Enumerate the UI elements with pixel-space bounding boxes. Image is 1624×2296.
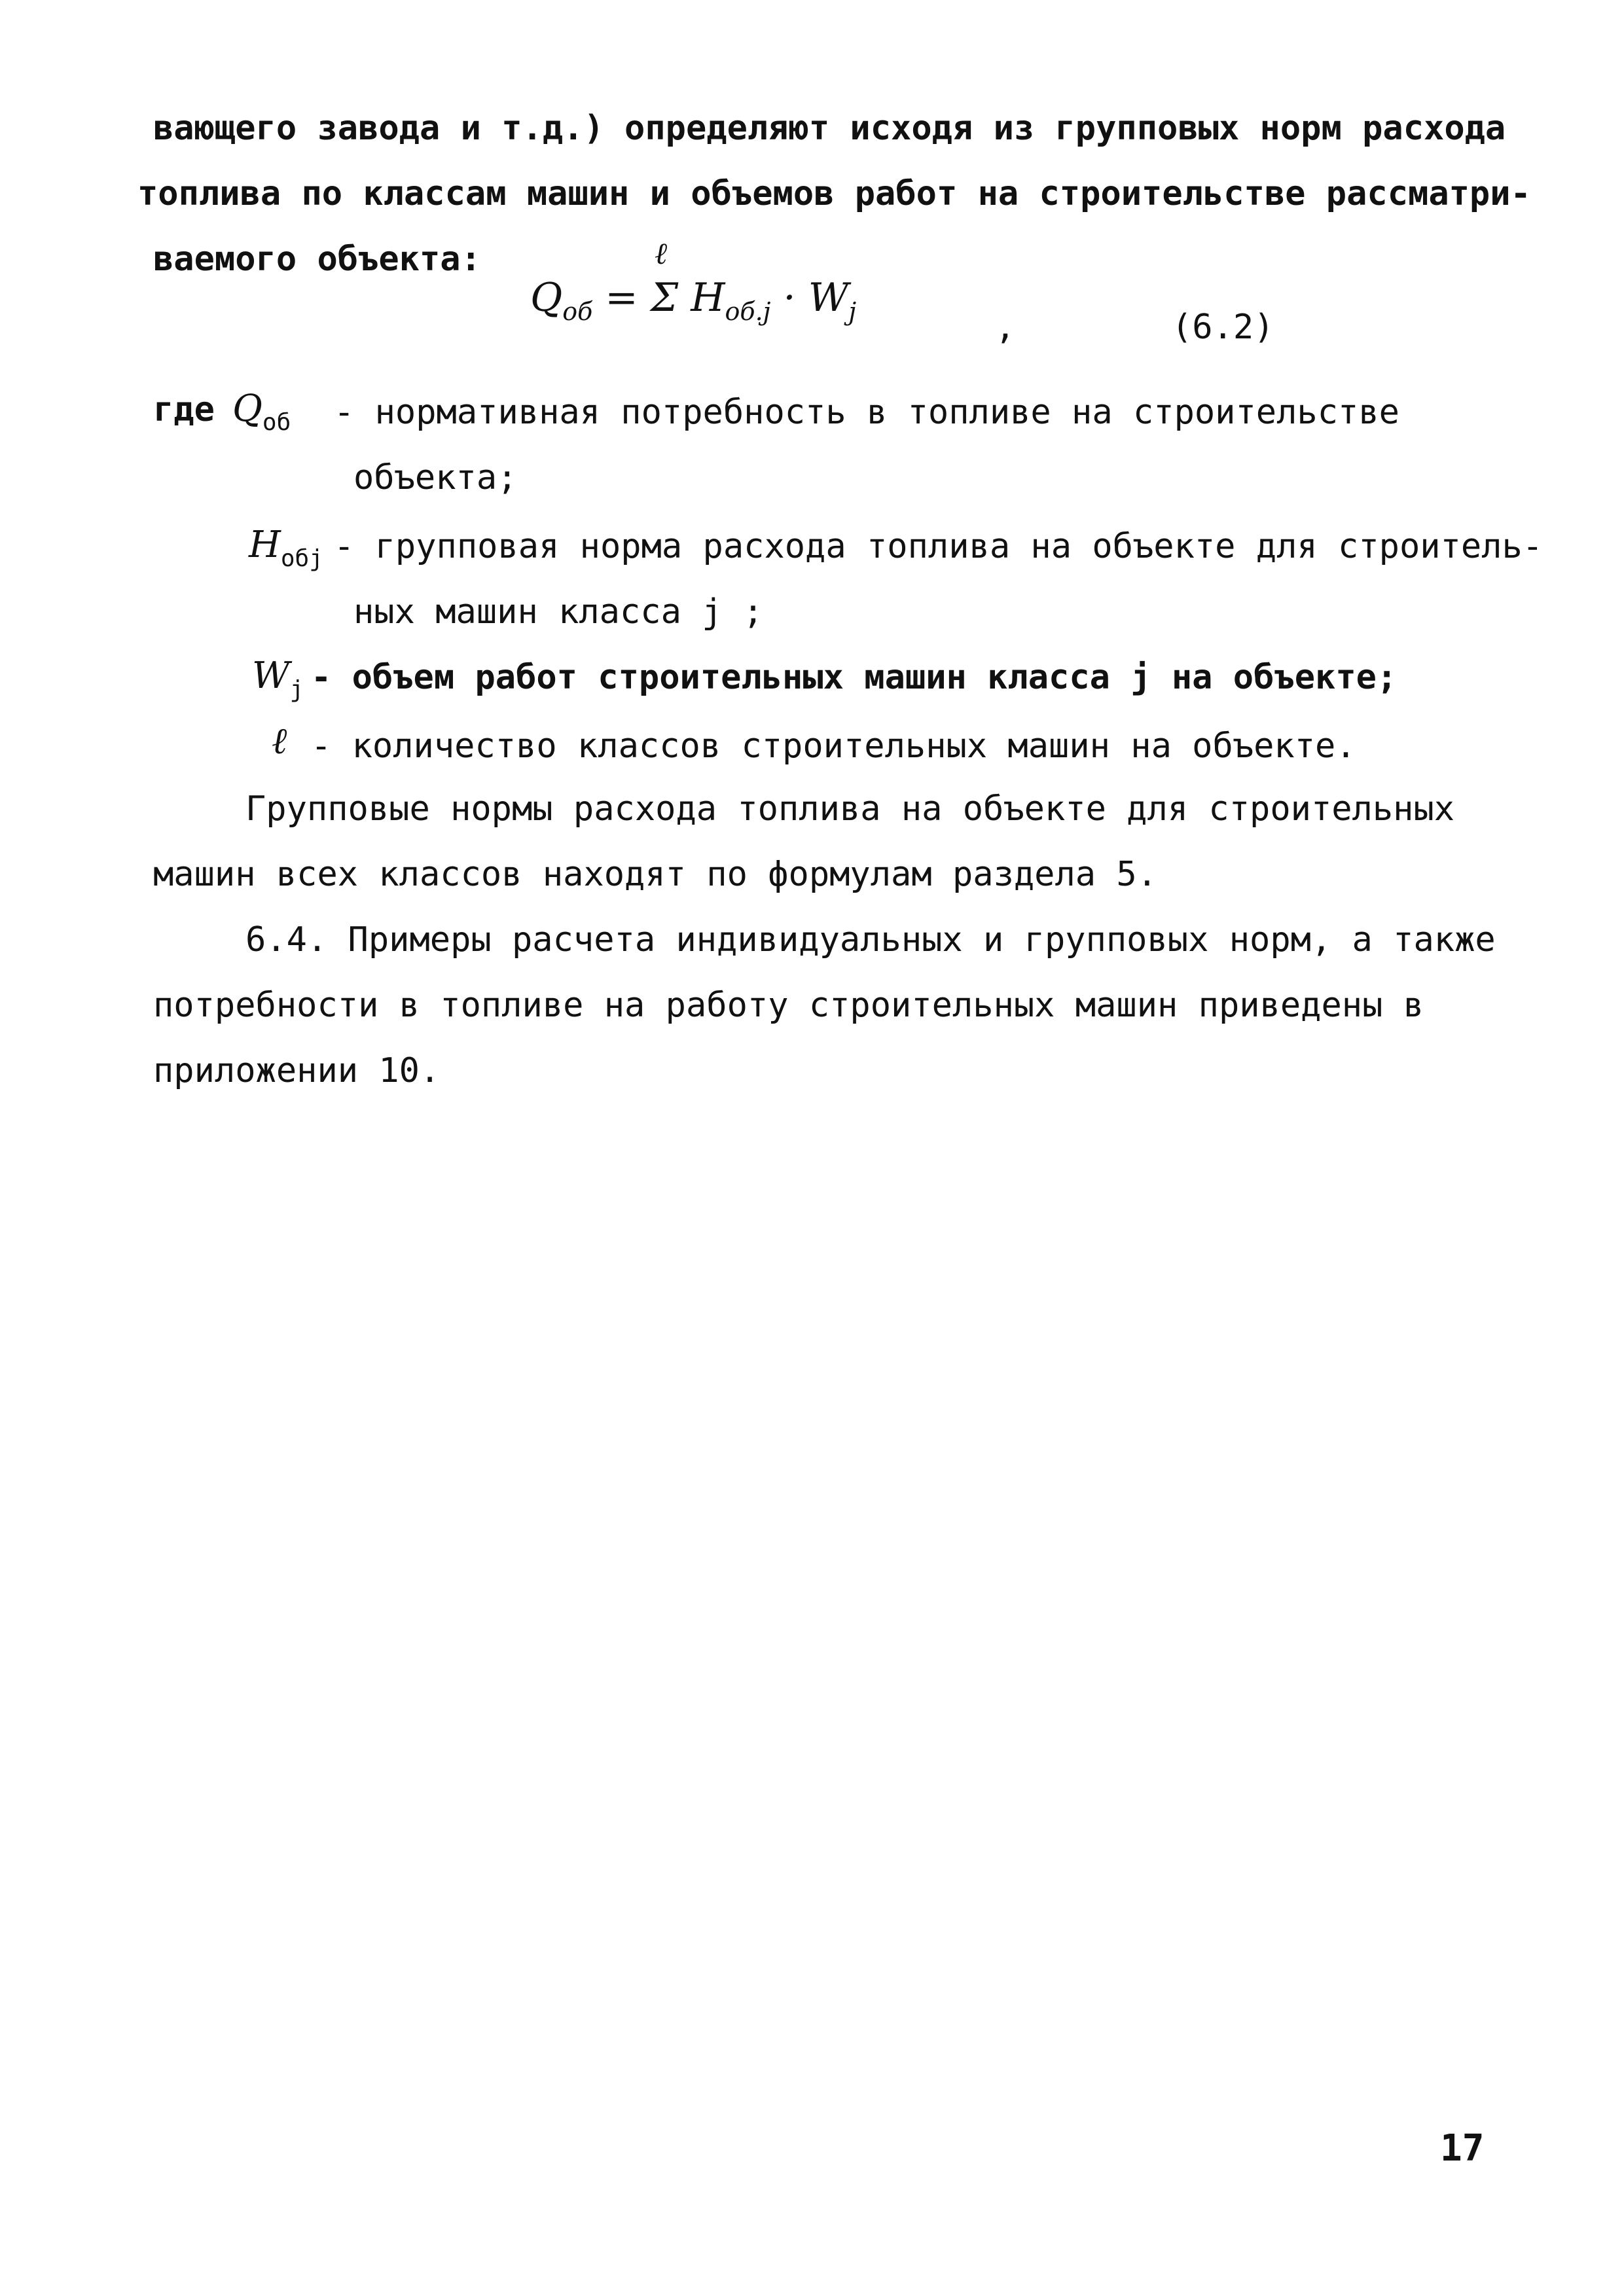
definition-text-line: - групповая норма расхода топлива на объекте для строитель- [334,527,1543,566]
symbol-subscript: об [262,409,291,436]
text-line: вающего завода и т.д.) определяют исходя из групповых норм расхода [153,109,1506,148]
text-line: ваемого объекта: [153,240,481,279]
text-line: приложении 10. [153,1051,441,1090]
formula-comma: , [995,308,1016,347]
text-line: машин всех классов находят по формулам раздела 5. [153,855,1158,894]
text-line: топлива по классам машин и объемов работ на строительстве рассматри- [137,174,1531,213]
definition-text-line: объекта; [353,458,518,497]
formula-dot-w: · W [783,275,849,321]
page-number: 17 [1440,2127,1485,2170]
definition-symbol [232,387,291,436]
definition-symbol [272,720,287,762]
formula-h-subscript: об.j [725,297,771,326]
symbol-subscript: j [289,676,304,703]
formula-sum-upper-limit: ℓ [655,236,668,271]
equation-number: (6.2) [1172,308,1274,347]
symbol-subscript: обj [280,545,323,572]
symbol-letter: H [249,524,281,566]
definitions-intro: где [153,390,215,429]
definition-text-line: ных машин класса j ; [353,592,764,632]
formula-sum-operator: = Σ H [605,275,725,321]
definition-text-line: - количество классов строительных машин на объекте. [311,726,1356,766]
definition-symbol [249,524,323,572]
symbol-letter: W [252,655,290,697]
formula-w-subscript: j [848,297,857,326]
formula-lhs-subscript: об [562,297,593,326]
text-line: Групповые нормы расхода топлива на объекте для строительных [245,789,1455,829]
text-line: потребности в топливе на работу строительных машин приведены в [153,986,1424,1025]
symbol-letter: Q [232,387,262,430]
definition-text-line: - объем работ строительных машин класса j на объекте; [311,658,1398,697]
text-line: 6.4. Примеры расчета индивидуальных и групповых норм, а также [245,920,1496,960]
definition-symbol [252,655,304,703]
definition-text-line: - нормативная потребность в топливе на строительстве [334,393,1399,432]
formula-6-2 [530,275,857,326]
formula-lhs: Q [530,275,563,321]
symbol-letter: ℓ [272,720,287,762]
